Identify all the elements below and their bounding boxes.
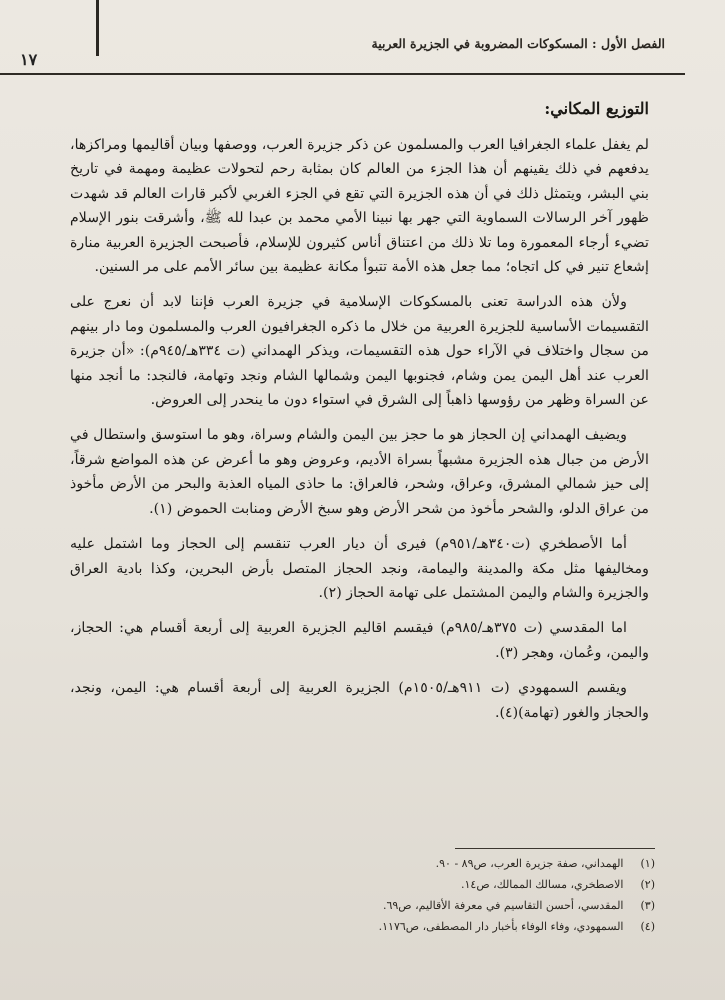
footnote-number: (٤) [640,920,655,933]
footnote-text: المقدسي، أحسن التقاسيم في معرفة الأقاليم، ص٦٩. [382,899,624,912]
footnote-text: الهمداني، صفة جزيرة العرب، ص٨٩ - ٩٠. [435,857,624,870]
chapter-title: الفصل الأول : المسكوكات المضروبة في الجزيرة العربية [371,36,665,51]
footnote-item [190,895,655,916]
footnote-item [190,853,655,874]
footnotes [190,853,655,937]
section-heading: التوزيع المكاني: [544,99,649,118]
footnote-number: (٣) [640,899,655,912]
paragraph: اما المقدسي (ت ٣٧٥هـ/٩٨٥م) فيقسم اقاليم الجزيرة العربية إلى أربعة أقسام هي: الحجاز، واليمن، وعُمان، وهجر (٣). [70,620,649,661]
page-number: ١٧ [20,50,38,69]
header-divider [0,73,685,75]
header-edge-bar [96,0,99,56]
footnote-number: (٢) [640,878,655,891]
footnote-number: (١) [640,857,655,870]
paragraph: لم يغفل علماء الجغرافيا العرب والمسلمون عن ذكر جزيرة العرب، ووصفها وبيان أقاليمها ومراكزها، يدفعهم في ذلك يقينهم أن هذا الجزء من العالم كان بمثابة رحم لتحولات عظيمة ومهمة في تاريخ بني البشر، ويتمثل ذلك في أن هذه الجزيرة التي تقع في الجزء الغربي لأكبر قارات العالم قد شهدت ظهور آخر الرسالات السماوية التي جهر بها نبينا الأمي محمد بن عبدا لله ﷺ، وأشرقت بنور الإسلام تضيء أرجاء المعمورة وما تلا ذلك من اعتناق أناس كثيرون للإسلام، فأصبحت الجزيرة العربية منارة إشعاع تنير في كل اتجاه؛ مما جعل هذه الأمة تتبوأ مكانة عظيمة بين سائر الأمم على مر السنين. [70,137,649,276]
footnote-text: الاصطخري، مسالك الممالك، ص١٤. [461,878,624,891]
footnote-text: السمهودي، وفاء الوفاء بأخبار دار المصطفى، ص١١٧٦. [378,920,624,933]
paragraph: أما الأصطخري (ت٣٤٠هـ/٩٥١م) فيرى أن ديار العرب تنقسم إلى الحجاز وما اشتمل عليه ومخاليفها مثل مكة والمدينة واليمامة، ونجد الحجاز المتصل بأرض البحرين، وكذا بادية العراق والجزيرة والشام واليمن المشتمل على تهامة الحجاز (٢). [70,536,649,601]
paragraph: ويضيف الهمداني إن الحجاز هو ما حجز بين اليمن والشام وسراة، وهو ما استوسق واستطال في الأرض من جبال هذه الجزيرة مشبهاً بسراة الأديم، وعروض وهو ما أعرض عن هذه المواضع شرقاً، إلى حيز شمالي المشرق، وعراق، وشحر، فالعراق: ما حاذى المياه العذبة والبحر من الأرض مأخوذ من عراق الدلو، والشحر مأخوذ من شحر الأرض وهو سبخ الأرض ومنابت الحموض (١). [70,427,649,517]
footnote-item [190,874,655,895]
footnote-item [190,916,655,937]
paragraph: ولأن هذه الدراسة تعنى بالمسكوكات الإسلامية في جزيرة العرب فإننا لابد أن نعرج على التقسيمات الأساسية للجزيرة العربية من خلال ما ذكره الجغرافيون العرب والمسلمون وما دار بينهم من سجال واختلاف في الآراء حول هذه التقسيمات، ويذكر الهمداني (ت ٣٣٤هـ/٩٤٥م): «أن جزيرة العرب عند أهل اليمن يمن وشام، فجنوبها اليمن وشمالها الشام ونجد وتهامة، فالنجد: ما أنجد منها عن السراة وظهر من رؤوسها ذاهباً إلى الشرق في استواء دون ما ينحدر إلى العروض. [70,294,649,409]
paragraph: ويقسم السمهودي (ت ٩١١هـ/١٥٠٥م) الجزيرة العربية إلى أربعة أقسام هي: اليمن، ونجد، والحجاز والغور (تهامة)(٤). [70,680,649,721]
footnote-divider [455,848,655,849]
body-text [70,133,649,736]
